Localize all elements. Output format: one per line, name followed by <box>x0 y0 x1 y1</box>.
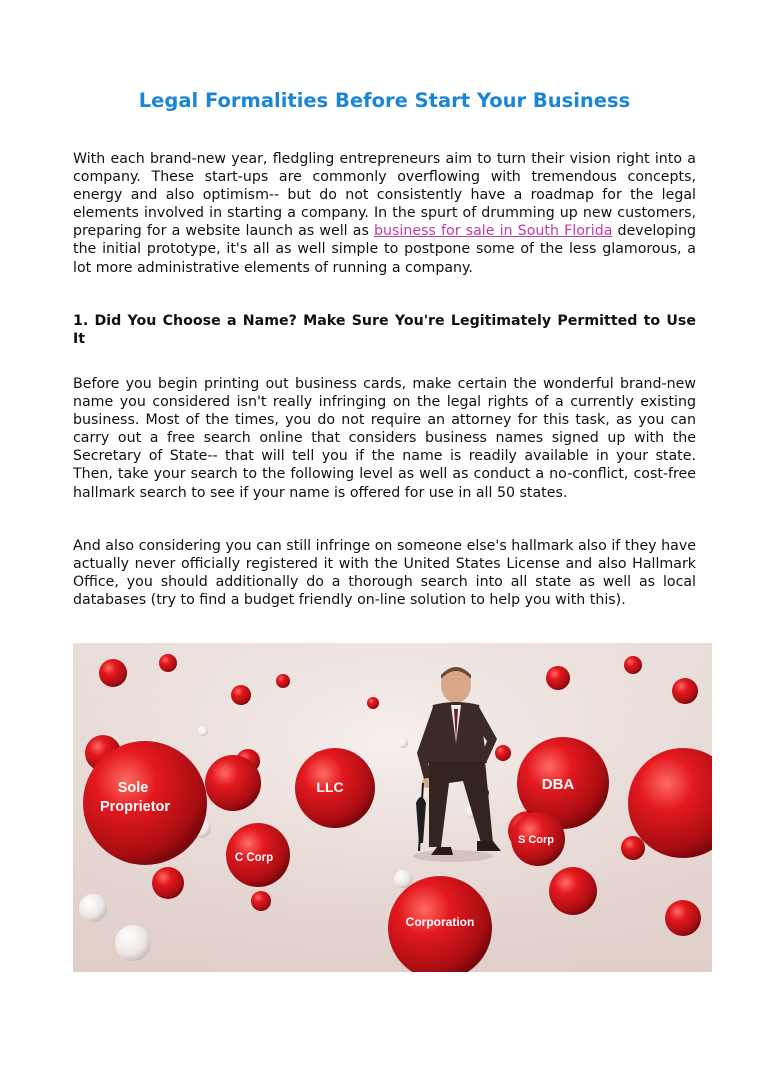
red-ball <box>205 755 261 811</box>
page-title: Legal Formalities Before Start Your Business <box>138 89 631 112</box>
white-ball <box>398 738 408 748</box>
c-corp-label: C Corp <box>234 852 274 864</box>
red-ball <box>152 867 184 899</box>
illustration-svg <box>73 643 712 972</box>
white-ball <box>115 925 151 961</box>
red-ball <box>665 900 701 936</box>
intro-text-before-link: With each brand-new year, fledgling entrepreneurs aim to turn their vision right into a company. These start-ups are commonly overflowing with tremendous concepts, energy and also optimism-- but do not consistently have a roadmap for the legal elements involved in starting a company. In the spurt of drumming up new customers, preparing for a website launch as well as <box>73 151 696 240</box>
llc-label: LLC <box>316 779 344 795</box>
red-ball <box>546 666 570 690</box>
corporation-label: Corporation <box>405 915 475 929</box>
section-paragraph-1: Before you begin printing out business cards, make certain the wonderful brand-new name you considered isn't really infringing on the legal rights of a currently existing business. Most of the times, you do not require an attorney for this task, as you can carry out a free search online that considers business names signed up with the Secretary of State-- that will tell you if the name is readily available in your state. Then, take your search to the following level as well as conduct a no-conflict, cost-free hallmark search to see if your name is offered for use in all 50 states. <box>73 376 696 501</box>
red-ball <box>495 745 511 761</box>
dba-label: DBA <box>541 776 575 793</box>
red-ball <box>621 836 645 860</box>
red-ball <box>251 891 271 911</box>
s-corp-label: S Corp <box>517 834 555 846</box>
red-ball <box>231 685 251 705</box>
section-paragraph-2: And also considering you can still infringe on someone else's hallmark also if they have actually never officially registered it with the United States License and also Hallmark Office, you should additionally do a thorough search into all state as well as local databases (try to find a budget friendly on-line solution to help you with this). <box>73 538 696 609</box>
section-heading: 1. Did You Choose a Name? Make Sure You're Legitimately Permitted to Use It <box>73 313 696 348</box>
white-ball <box>198 726 208 736</box>
red-ball <box>624 656 642 674</box>
red-ball <box>549 867 597 915</box>
red-ball <box>99 659 127 687</box>
sole-label: Sole <box>117 780 149 796</box>
proprietor-label: Proprietor <box>99 799 171 815</box>
business-for-sale-link[interactable]: business for sale in South Florida <box>374 223 613 240</box>
red-ball <box>672 678 698 704</box>
intro-text-after-link: developing the initial prototype, it's all as well simple to postpone some of the less glamorous, a lot more administrative elements of running a company. <box>73 223 696 276</box>
business-types-illustration <box>73 643 712 972</box>
red-ball <box>276 674 290 688</box>
white-ball <box>79 894 107 922</box>
white-ball <box>394 870 412 888</box>
red-ball <box>159 654 177 672</box>
intro-paragraph <box>73 150 696 277</box>
red-ball <box>367 697 379 709</box>
